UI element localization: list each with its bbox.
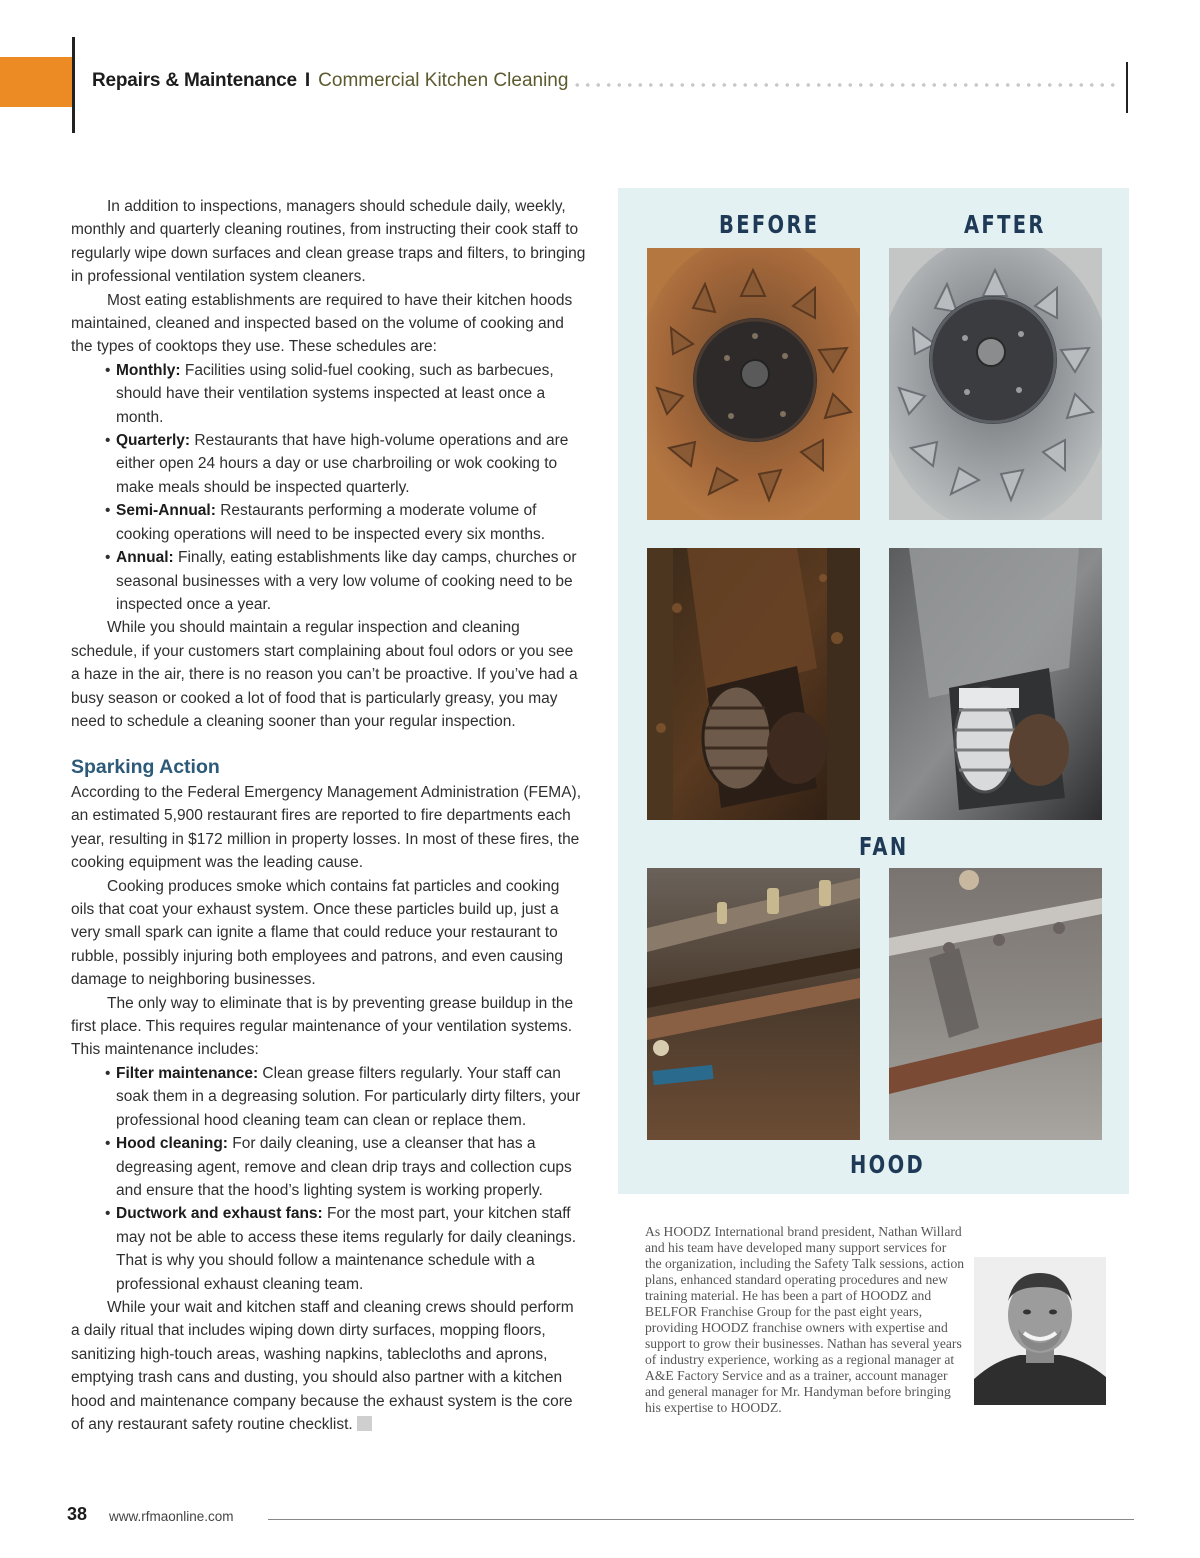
list-item-text: Finally, eating establishments like day camps, churches or seasonal businesses with a very low volume of cooking need to be inspected once a year. bbox=[116, 549, 577, 613]
author-bio-caption: As HOODZ International brand president, Nathan Willard and his team have developed many support services for the organization, including the Safety Talk sessions, action plans, enhanced standard operating procedures and new training material. He has been a part of HOODZ and BELFOR Franchise Group for the past eight years, providing HOODZ franchise owners with expertise and support to grow their businesses. Nathan has several years of industry experience, working as a regional manager at A&E Factory Service and as a trainer, account manager and general manager for Mr. Handyman before bringing his expertise to HOODZ. bbox=[645, 1224, 965, 1415]
section-color-tab bbox=[0, 57, 72, 107]
paragraph-spark-3: The only way to eliminate that is by preventing grease buildup in the first place. This requires regular maintenance of your ventilation systems. This maintenance includes: bbox=[71, 994, 574, 1059]
end-of-article-mark bbox=[357, 1416, 372, 1431]
list-item-text: For the most part, your kitchen staff may not be able to access these items regularly for daily cleanings. That is why you should follow a maintenance schedule with a professional exhaust cleaning team. bbox=[116, 1205, 577, 1293]
after-label: AFTER bbox=[964, 210, 1046, 239]
list-item-term: Monthly: bbox=[116, 361, 181, 379]
list-item-text: Facilities using solid-fuel cooking, such as barbecues, should have their ventilation systems inspected at least once a month. bbox=[116, 361, 554, 426]
before-after-photo-panel bbox=[618, 188, 1129, 1194]
article-body bbox=[71, 195, 586, 733]
list-item-text: For daily cleaning, use a cleanser that has a degreasing agent, remove and clean drip trays and collection cups and ensure that the hood’s lighting system is working properly. bbox=[116, 1135, 572, 1199]
list-item-term: Hood cleaning: bbox=[116, 1135, 228, 1153]
author-portrait-photo bbox=[974, 1257, 1106, 1405]
paragraph-spark-2: Cooking produces smoke which contains fat particles and cooking oils that coat your exhaust system. Once these particles build up, just a very small spark can ignite a flame that could reduce your restaurant to rubble, possibly injuring both employees and patrons, and even causing damage to neighboring businesses. bbox=[71, 877, 564, 989]
website-link[interactable]: www.rfmaonline.com bbox=[109, 1509, 234, 1524]
list-item-text: Restaurants performing a moderate volume of cooking operations will need to be inspected every six months. bbox=[116, 502, 546, 543]
maintenance-list bbox=[71, 1062, 586, 1296]
list-item bbox=[105, 429, 586, 499]
running-header bbox=[92, 70, 568, 92]
fan-label: FAN bbox=[859, 832, 909, 861]
before-label: BEFORE bbox=[719, 210, 820, 239]
header-subsection: Commercial Kitchen Cleaning bbox=[318, 70, 569, 91]
hood-label: HOOD bbox=[850, 1150, 926, 1179]
subhead-sparking-action: Sparking Action bbox=[71, 756, 220, 778]
list-item-term: Quarterly: bbox=[116, 432, 191, 450]
paragraph-spark-1: According to the Federal Emergency Management Administration (FEMA), an estimated 5,900 restaurant fires are reported to fire departments each year, resulting in $172 million in property losses. In most of these fires, the cooking equipment was the leading cause. bbox=[71, 784, 582, 872]
schedule-list bbox=[71, 359, 586, 616]
footer-rule bbox=[268, 1519, 1134, 1520]
paragraph-intro-1: In addition to inspections, managers should schedule daily, weekly, monthly and quarterly cleaning routines, from instructing their cook staff to regularly wipe down surfaces and clean grease traps and filters, to bringing in professional ventilation system cleaners. bbox=[71, 198, 586, 286]
photo-fan-after bbox=[889, 548, 1102, 820]
article-body-continued bbox=[71, 753, 586, 1436]
list-item-term: Filter maintenance: bbox=[116, 1064, 259, 1082]
photo-hood-before bbox=[647, 868, 860, 1140]
header-dotted-leader bbox=[572, 82, 1120, 88]
list-item bbox=[105, 359, 586, 429]
header-left-rule bbox=[72, 37, 75, 133]
photo-blower-before bbox=[647, 248, 860, 520]
list-item bbox=[105, 546, 586, 616]
list-item-text: Restaurants that have high-volume operations and are either open 24 hours a day or use charbroiling or wok cooking to make meals should be inspected quarterly. bbox=[116, 432, 569, 496]
photo-hood-after bbox=[889, 868, 1102, 1140]
list-item-term: Annual: bbox=[116, 549, 174, 567]
page-number: 38 bbox=[67, 1504, 88, 1524]
list-item bbox=[105, 1202, 586, 1296]
list-item bbox=[105, 1062, 586, 1132]
photo-fan-before bbox=[647, 548, 860, 820]
list-item bbox=[105, 1132, 586, 1202]
paragraph-closing bbox=[71, 1296, 586, 1436]
closing-text: While your wait and kitchen staff and cleaning crews should perform a daily ritual that includes wiping down dirty surfaces, mopping floors, sanitizing high-touch areas, washing napkins, tablecloths and aprons, emptying trash cans and dusting, you should also partner with a kitchen hood and maintenance company because the exhaust system is the core of any restaurant safety routine checklist. bbox=[71, 1298, 574, 1433]
list-item-term: Ductwork and exhaust fans: bbox=[116, 1205, 323, 1223]
list-item-text: Clean grease filters regularly. Your staff can soak them in a degreasing solution. For particularly dirty filters, your professional hood cleaning team can clean or replace them. bbox=[116, 1064, 581, 1129]
header-separator: I bbox=[304, 70, 311, 91]
paragraph-intro-2: Most eating establishments are required to have their kitchen hoods maintained, cleaned and inspected based on the volume of cooking and the types of cooktops they use. These schedules are: bbox=[71, 291, 573, 356]
photo-blower-after bbox=[889, 248, 1102, 520]
list-item bbox=[105, 499, 586, 546]
paragraph-intro-3: While you should maintain a regular inspection and cleaning schedule, if your customers start complaining about foul odors or you see a haze in the air, there is no reason you can’t be proactive. If you’ve had a busy season or cooked a lot of food that is particularly greasy, you may need to schedule a cleaning sooner than your regular inspection. bbox=[71, 619, 578, 730]
header-right-rule bbox=[1126, 62, 1128, 113]
list-item-term: Semi-Annual: bbox=[116, 502, 216, 520]
header-section: Repairs & Maintenance bbox=[92, 70, 297, 91]
